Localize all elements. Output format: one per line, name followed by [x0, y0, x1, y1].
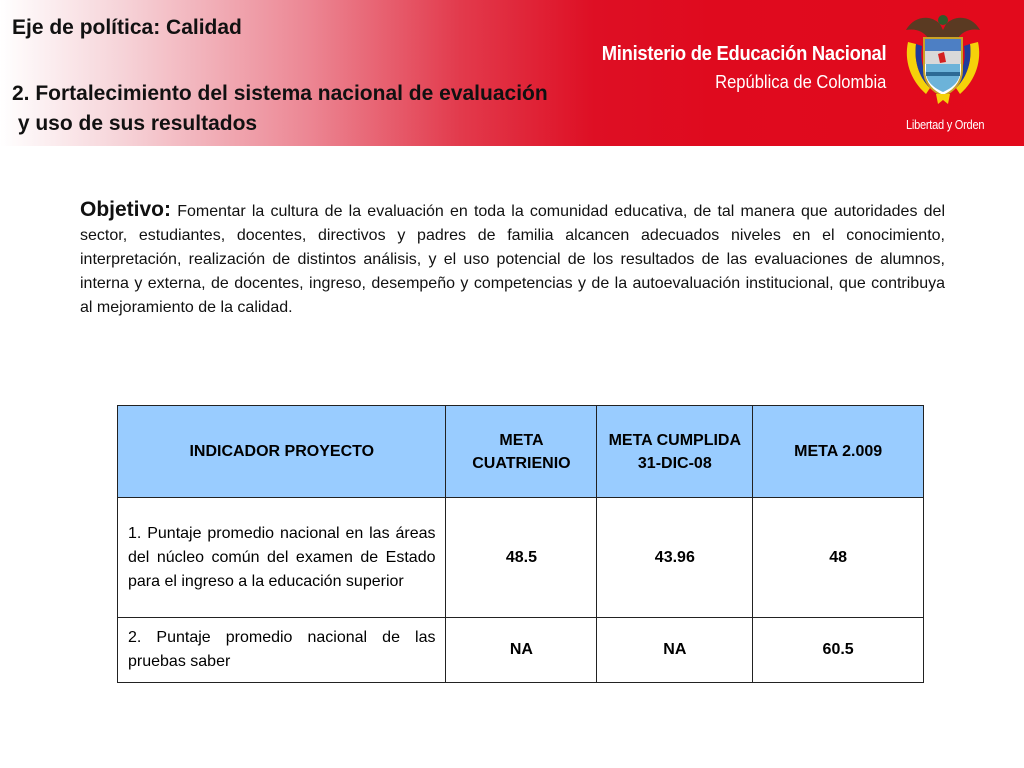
ministry-name: Ministerio de Educación Nacional — [601, 43, 886, 65]
meta-cumplida-cell: 43.96 — [597, 498, 753, 618]
table-row — [118, 618, 924, 683]
meta-cuatrienio-cell: 48.5 — [446, 498, 597, 618]
meta-cumplida-cell: NA — [597, 618, 753, 683]
coat-of-arms-icon — [900, 8, 986, 108]
table-header-row — [118, 406, 924, 498]
indicators-table — [117, 405, 924, 683]
header-banner — [0, 0, 1024, 146]
header-meta-cuatrienio: META CUATRIENIO — [446, 406, 597, 498]
meta-2009-cell: 60.5 — [753, 618, 924, 683]
policy-axis-title: Eje de política: Calidad — [12, 16, 242, 39]
ministry-country: República de Colombia — [714, 72, 886, 92]
meta-2009-cell: 48 — [753, 498, 924, 618]
objective-label: Objetivo: — [80, 198, 172, 221]
indicator-cell: 2. Puntaje promedio nacional de las pruebas saber — [118, 618, 446, 683]
ministry-block — [577, 43, 886, 93]
indicator-cell: 1. Puntaje promedio nacional en las áreas del núcleo común del examen de Estado para el ingreso a la educación superior — [118, 498, 446, 618]
objective-text: Fomentar la cultura de la evaluación en toda la comunidad educativa, de tal manera que autoridades del sector, estudiantes, docentes, directivos y padres de familia alcancen adecuados niveles en el conocimiento, interpretación, realización de distintos análisis, y el uso potencial de los resultados de las evaluaciones de alumnos, interna y externa, de docentes, ingreso, desempeño y competencias y de la autoevaluación institucional, que contribuya al mejoramiento de la calidad. — [80, 203, 945, 316]
header-meta-cumplida: META CUMPLIDA 31-DIC-08 — [597, 406, 753, 498]
header-meta-2009: META 2.009 — [753, 406, 924, 498]
table-row — [118, 498, 924, 618]
motto-text: Libertad y Orden — [906, 117, 985, 132]
section-title: 2. Fortalecimiento del sistema nacional de evaluación y uso de sus resultados — [12, 82, 548, 135]
objective-paragraph — [80, 198, 945, 320]
meta-cuatrienio-cell: NA — [446, 618, 597, 683]
header-indicador-proyecto: INDICADOR PROYECTO — [118, 406, 446, 498]
